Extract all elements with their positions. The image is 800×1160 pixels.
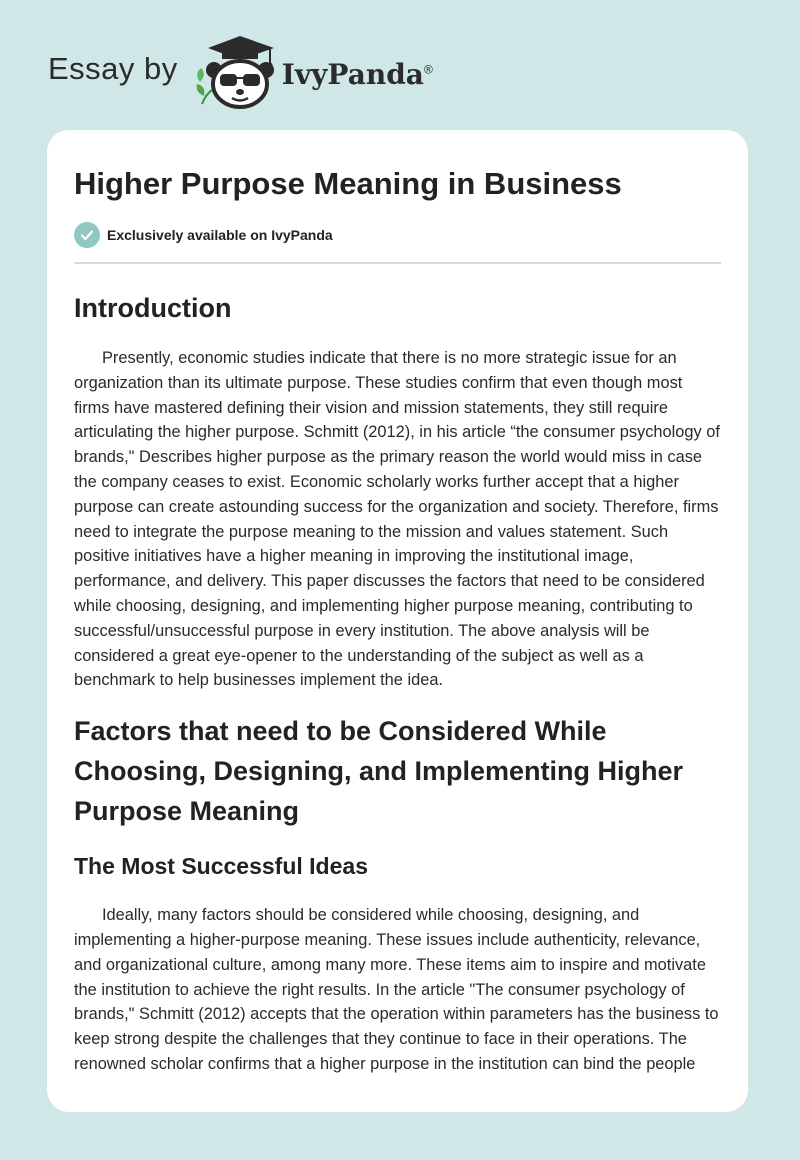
exclusive-badge: [74, 222, 721, 264]
panda-graduate-icon: [192, 34, 280, 110]
section-heading-introduction: Introduction: [74, 293, 232, 323]
check-icon: [74, 222, 100, 248]
essay-card: [47, 130, 748, 1112]
brand-prefix: Essay by: [48, 51, 178, 86]
successful-ideas-paragraph: Ideally, many factors should be considered while choosing, designing, and implementing a higher-purpose meaning. These issues include authenticity, relevance, and organizational culture, among many more. These items aim to inspire and motivate the institution to achieve the right results. In the article "The consumer psychology of brands," Schmitt (2012) accepts that the operation within parameters has the business to keep strong despite the challenges that they continue to face in their operations. The renowned scholar confirms that a higher purpose in the institution can bind the people: [74, 906, 719, 1073]
subsection-heading-successful-ideas: The Most Successful Ideas: [74, 853, 368, 880]
brand-header[interactable]: [48, 32, 433, 112]
exclusive-badge-text: Exclusively available on IvyPanda: [107, 227, 333, 243]
introduction-paragraph: Presently, economic studies indicate that there is no more strategic issue for an organization than its ultimate purpose. These studies confirm that even though most firms have mastered defining their vision and mission statements, they still require articulating the higher purpose. Schmitt (2012), in his article “the consumer psychology of brands," Describes higher purpose as the primary reason the world would miss in case the company ceases to exist. Economic scholarly works further accept that a higher purpose can create astounding success for the organization and society. Therefore, firms need to integrate the purpose meaning to the mission and values statement. Such positive initiatives have a higher meaning in improving the institutional image, performance, and delivery. This paper discusses the factors that need to be considered while choosing, designing, and implementing higher purpose meaning, contributing to successful/unsuccessful purpose in every institution. The above analysis will be considered a great eye-opener to the understanding of the subject as well as a benchmark to help businesses implement the idea.: [74, 349, 720, 690]
brand-name: IvyPanda®: [281, 57, 433, 91]
section-heading-factors: Factors that need to be Considered While Choosing, Designing, and Implementing Higher Purpose Meaning: [74, 716, 684, 827]
page-title: Higher Purpose Meaning in Business: [74, 166, 622, 201]
